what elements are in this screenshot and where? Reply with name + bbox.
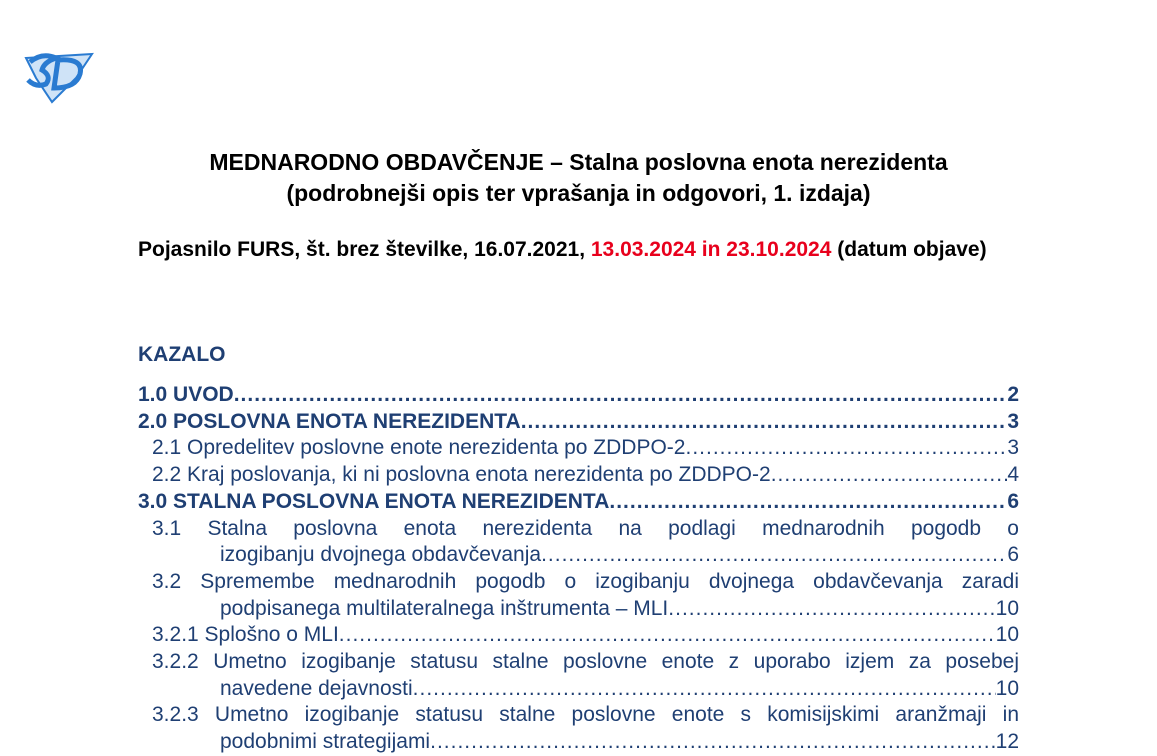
toc-entry-line-1 xyxy=(152,649,1019,676)
toc-entry-page: 10 xyxy=(995,623,1019,647)
toc-entry-label: 3.2.1 Splošno o MLI xyxy=(152,623,339,647)
toc-entry-line-2 xyxy=(152,542,1019,569)
subtitle-dates: 13.03.2024 in 23.10.2024 xyxy=(590,238,832,261)
toc-entry[interactable] xyxy=(138,702,1019,755)
toc-leader xyxy=(541,542,1007,569)
document-title xyxy=(100,147,1057,209)
toc-entry-page: 3 xyxy=(1007,409,1019,433)
toc-entry-label: 3.1 Stalna poslovna enota nerezidenta na podlagi mednarodnih pogodb o xyxy=(152,516,1019,540)
toc-entry-line-2 xyxy=(152,596,1019,623)
table-of-contents xyxy=(138,382,1019,756)
toc-entry-label-cont: izogibanju dvojnega obdavčevanja xyxy=(220,543,542,567)
toc-entry-label: 2.0 POSLOVNA ENOTA NEREZIDENTA xyxy=(138,409,521,433)
subtitle-suffix: (datum objave) xyxy=(831,238,987,261)
toc-entry-label-cont: podpisanega multilateralnega inštrumenta – MLI xyxy=(220,596,669,620)
toc-entry-page: 10 xyxy=(995,676,1019,700)
toc-entry-line-1 xyxy=(152,516,1019,543)
toc-entry-label-cont: navedene dejavnosti xyxy=(220,676,413,700)
toc-entry-page: 2 xyxy=(1007,383,1019,406)
toc-entry-label: 1.0 UVOD xyxy=(138,383,234,406)
toc-entry-label: 2.1 Opredelitev poslovne enote nerezidenta po ZDDPO-2 xyxy=(152,436,686,460)
toc-entry-label: 3.2.2 Umetno izogibanje statusu stalne poslovne enote z uporabo izjem za posebej xyxy=(152,650,1019,674)
toc-entry-label: 3.2 Spremembe mednarodnih pogodb o izogibanju dvojnega obdavčevanja zaradi xyxy=(152,569,1019,593)
toc-leader xyxy=(685,435,1007,462)
toc-entry-page: 10 xyxy=(995,596,1019,620)
toc-entry-label: 3.0 STALNA POSLOVNA ENOTA NEREZIDENTA xyxy=(138,489,610,513)
subtitle-prefix: Pojasnilo FURS, št. brez številke, 16.07.2021, xyxy=(138,238,591,261)
toc-entry[interactable] xyxy=(138,409,1019,436)
toc-entry-line-2 xyxy=(152,729,1019,756)
title-line-2: (podrobnejši opis ter vprašanja in odgovori, 1. izdaja) xyxy=(286,180,871,206)
toc-entry-page: 3 xyxy=(1007,436,1019,460)
toc-leader xyxy=(771,462,1008,489)
toc-entry-page: 6 xyxy=(1007,543,1019,567)
toc-entry[interactable] xyxy=(138,569,1019,622)
toc-leader xyxy=(609,489,1007,516)
toc-entry-page: 12 xyxy=(995,730,1019,754)
toc-entry[interactable] xyxy=(138,435,1019,462)
toc-entry[interactable] xyxy=(138,382,1019,409)
toc-leader xyxy=(668,596,995,623)
toc-entry-line-2 xyxy=(152,676,1019,703)
toc-entry-label: 2.2 Kraj poslovanja, ki ni poslovna enota nerezidenta po ZDDPO-2 xyxy=(152,463,771,487)
toc-heading: KAZALO xyxy=(138,343,226,366)
toc-entry-label-cont: podobnimi strategijami xyxy=(220,730,431,754)
document-subtitle xyxy=(138,236,1019,264)
toc-leader xyxy=(339,622,996,649)
toc-entry[interactable] xyxy=(138,489,1019,516)
toc-leader xyxy=(430,729,996,756)
toc-entry-page: 4 xyxy=(1007,463,1019,487)
toc-leader xyxy=(413,676,996,703)
toc-entry-page: 6 xyxy=(1007,489,1019,513)
toc-leader xyxy=(234,382,1008,409)
toc-entry[interactable] xyxy=(138,516,1019,569)
sd-shield-logo-icon xyxy=(22,48,96,106)
toc-entry-label: 3.2.3 Umetno izogibanje statusu stalne poslovne enote s komisijskimi aranžmaji in xyxy=(152,703,1019,727)
toc-leader xyxy=(521,409,1008,436)
toc-entry[interactable] xyxy=(138,649,1019,702)
toc-entry-line-1 xyxy=(152,569,1019,596)
toc-entry[interactable] xyxy=(138,462,1019,489)
title-line-1: MEDNARODNO OBDAVČENJE – Stalna poslovna enota nerezidenta xyxy=(209,149,948,175)
toc-entry-line-1 xyxy=(152,702,1019,729)
toc-entry[interactable] xyxy=(138,622,1019,649)
